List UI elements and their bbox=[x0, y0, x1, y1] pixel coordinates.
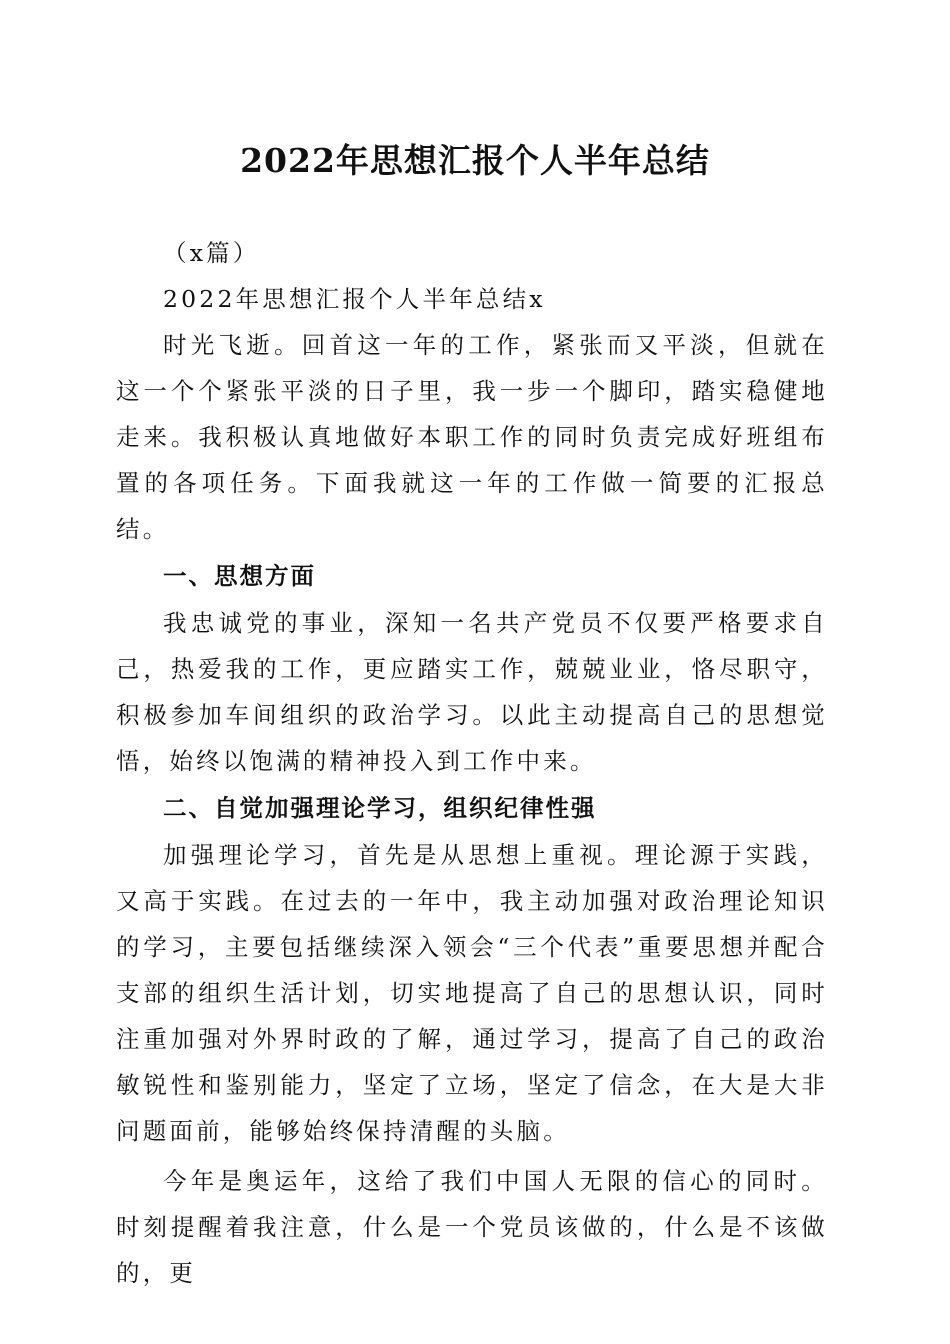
paragraph-theory-study: 加强理论学习，首先是从思想上重视。理论源于实践，又高于实践。在过去的一年中，我主动加强对政治理论知识的学习，主要包括继续深入领会“三个代表”重要思想并配合支部的组织生活计划，切实地提高了自己的思想认识，同时注重加强对外界时政的了解，通过学习，提高了自己的政治敏锐性和鉴别能力，坚定了立场，坚定了信念，在大是大非问题面前，能够始终保持清醒的头脑。 bbox=[116, 841, 828, 1145]
section-heading-theory-study: 二、自觉加强理论学习，组织纪律性强 bbox=[163, 794, 597, 822]
document-body bbox=[116, 230, 828, 1296]
section-heading-thought: 一、思想方面 bbox=[163, 562, 316, 590]
paragraph-thought: 我忠诚党的事业，深知一名共产党员不仅要严格要求自己，热爱我的工作，更应踏实工作，兢兢业业，恪尽职守，积极参加车间组织的政治学习。以此主动提高自己的思想觉悟，始终以饱满的精神投入到工作中来。 bbox=[116, 609, 828, 775]
paragraph-olympic-year: 今年是奥运年，这给了我们中国人无限的信心的同时。时刻提醒着我注意，什么是一个党员该做的，什么是不该做的，更 bbox=[116, 1167, 828, 1287]
paragraph-note: （x篇） bbox=[163, 239, 260, 267]
paragraph-intro: 时光飞逝。回首这一年的工作，紧张而又平淡，但就在这一个个紧张平淡的日子里，我一步一个脚印，踏实稳健地走来。我积极认真地做好本职工作的同时负责完成好班组布置的各项任务。下面我就这一年的工作做一简要的汇报总结。 bbox=[116, 331, 828, 543]
paragraph-subtitle: 2022年思想汇报个人半年总结x bbox=[163, 285, 546, 313]
document-title: 2022年思想汇报个人半年总结 bbox=[240, 141, 710, 180]
